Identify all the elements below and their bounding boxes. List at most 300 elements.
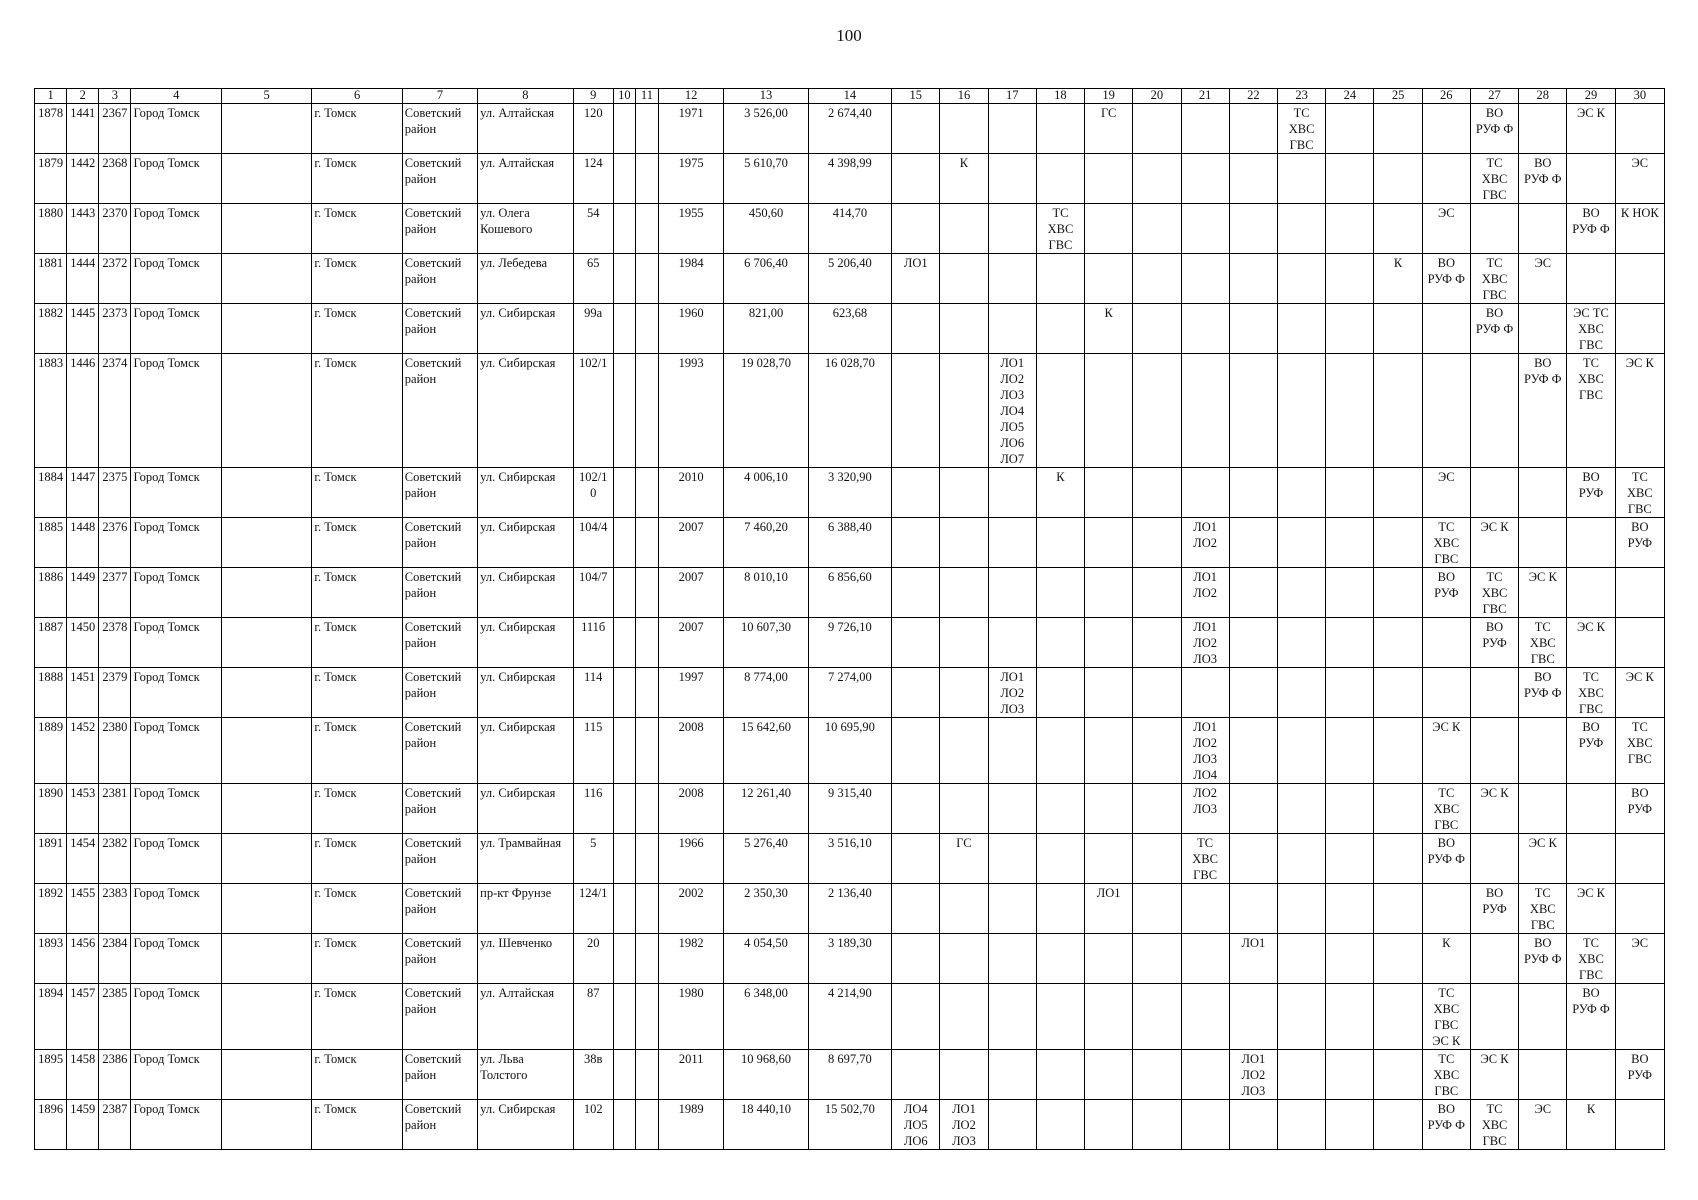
cell-col-19: ГС [1085,104,1133,154]
cell-col-21: ТС ХВС ГВС [1181,834,1229,884]
cell-col-11 [635,618,658,668]
cell-col-6: г. Томск [312,1100,402,1150]
cell-col-25 [1374,784,1422,834]
cell-col-13: 12 261,40 [724,784,808,834]
cell-col-17 [988,1100,1036,1150]
cell-col-16 [940,568,988,618]
cell-col-15 [892,934,940,984]
cell-col-5 [221,354,311,468]
cell-col-4: Город Томск [131,718,221,784]
cell-col-15: ЛО4 ЛО5 ЛО6 [892,1100,940,1150]
cell-col-27: ВО РУФ [1470,884,1518,934]
cell-col-22: ЛО1 ЛО2 ЛО3 [1229,1050,1277,1100]
cell-col-14: 5 206,40 [808,254,891,304]
cell-col-29 [1567,254,1615,304]
cell-col-3: 2378 [99,618,131,668]
cell-col-3: 2379 [99,668,131,718]
cell-col-30: ЭС [1615,154,1664,204]
cell-col-26 [1422,354,1470,468]
cell-col-4: Город Томск [131,884,221,934]
cell-col-1: 1892 [35,884,67,934]
cell-col-13: 19 028,70 [724,354,808,468]
cell-col-20 [1133,154,1181,204]
cell-col-24 [1326,618,1374,668]
cell-col-25 [1374,984,1422,1050]
cell-col-20 [1133,568,1181,618]
cell-col-4: Город Томск [131,518,221,568]
cell-col-20 [1133,934,1181,984]
cell-col-15 [892,204,940,254]
cell-col-15 [892,618,940,668]
cell-col-1: 1895 [35,1050,67,1100]
cell-col-13: 2 350,30 [724,884,808,934]
cell-col-26 [1422,618,1470,668]
table-row [35,718,1665,784]
column-header-23: 23 [1277,89,1325,104]
cell-col-9: 104/7 [573,568,613,618]
cell-col-18 [1036,568,1084,618]
cell-col-22 [1229,718,1277,784]
cell-col-8: ул. Олега Кошевого [478,204,573,254]
cell-col-19 [1085,154,1133,204]
cell-col-6: г. Томск [312,718,402,784]
cell-col-16 [940,668,988,718]
cell-col-19 [1085,618,1133,668]
cell-col-10 [613,518,635,568]
cell-col-7: Советский район [402,204,477,254]
cell-col-16: ЛО1 ЛО2 ЛО3 [940,1100,988,1150]
cell-col-1: 1888 [35,668,67,718]
cell-col-2: 1448 [67,518,99,568]
cell-col-11 [635,834,658,884]
cell-col-9: 111б [573,618,613,668]
cell-col-16: К [940,154,988,204]
column-header-12: 12 [658,89,723,104]
cell-col-14: 6 856,60 [808,568,891,618]
cell-col-8: ул. Сибирская [478,518,573,568]
cell-col-29 [1567,518,1615,568]
cell-col-11 [635,884,658,934]
cell-col-29: ТС ХВС ГВС [1567,354,1615,468]
cell-col-2: 1458 [67,1050,99,1100]
table-row [35,1050,1665,1100]
cell-col-28: ВО РУФ Ф [1519,154,1567,204]
column-header-10: 10 [613,89,635,104]
cell-col-17 [988,984,1036,1050]
cell-col-29 [1567,154,1615,204]
cell-col-21 [1181,354,1229,468]
cell-col-17 [988,934,1036,984]
cell-col-10 [613,668,635,718]
cell-col-30: ЭС К [1615,668,1664,718]
cell-col-11 [635,254,658,304]
cell-col-20 [1133,304,1181,354]
cell-col-21: ЛО1 ЛО2 ЛО3 [1181,618,1229,668]
table-row [35,104,1665,154]
cell-col-12: 2008 [658,784,723,834]
cell-col-22 [1229,618,1277,668]
cell-col-20 [1133,784,1181,834]
cell-col-21 [1181,1100,1229,1150]
column-header-22: 22 [1229,89,1277,104]
cell-col-11 [635,304,658,354]
column-header-2: 2 [67,89,99,104]
cell-col-8: ул. Сибирская [478,668,573,718]
cell-col-30: К НОК [1615,204,1664,254]
cell-col-27: ЭС К [1470,1050,1518,1100]
cell-col-17 [988,718,1036,784]
cell-col-3: 2376 [99,518,131,568]
cell-col-19 [1085,834,1133,884]
cell-col-19: К [1085,304,1133,354]
column-header-20: 20 [1133,89,1181,104]
table-row [35,204,1665,254]
cell-col-10 [613,1050,635,1100]
table-row [35,984,1665,1050]
cell-col-15 [892,304,940,354]
cell-col-13: 450,60 [724,204,808,254]
cell-col-26 [1422,104,1470,154]
cell-col-5 [221,1100,311,1150]
cell-col-25 [1374,568,1422,618]
cell-col-19 [1085,1100,1133,1150]
cell-col-18 [1036,884,1084,934]
cell-col-11 [635,568,658,618]
column-header-27: 27 [1470,89,1518,104]
cell-col-28 [1519,204,1567,254]
cell-col-12: 2007 [658,568,723,618]
cell-col-21 [1181,934,1229,984]
cell-col-18 [1036,1050,1084,1100]
cell-col-19: ЛО1 [1085,884,1133,934]
cell-col-26: ВО РУФ Ф [1422,1100,1470,1150]
cell-col-26 [1422,668,1470,718]
cell-col-30: ВО РУФ [1615,784,1664,834]
cell-col-29: ВО РУФ Ф [1567,984,1615,1050]
cell-col-23 [1277,668,1325,718]
table-row [35,304,1665,354]
column-header-13: 13 [724,89,808,104]
cell-col-2: 1441 [67,104,99,154]
cell-col-14: 15 502,70 [808,1100,891,1150]
cell-col-9: 65 [573,254,613,304]
cell-col-28 [1519,518,1567,568]
cell-col-3: 2381 [99,784,131,834]
cell-col-5 [221,518,311,568]
cell-col-28: ЭС [1519,1100,1567,1150]
cell-col-5 [221,204,311,254]
cell-col-14: 2 136,40 [808,884,891,934]
cell-col-7: Советский район [402,718,477,784]
cell-col-6: г. Томск [312,304,402,354]
cell-col-1: 1889 [35,718,67,784]
cell-col-22 [1229,568,1277,618]
cell-col-16 [940,718,988,784]
cell-col-2: 1447 [67,468,99,518]
cell-col-26: К [1422,934,1470,984]
cell-col-1: 1891 [35,834,67,884]
cell-col-30 [1615,568,1664,618]
cell-col-29: ЭС ТС ХВС ГВС [1567,304,1615,354]
cell-col-29 [1567,834,1615,884]
cell-col-12: 2002 [658,884,723,934]
cell-col-29: К [1567,1100,1615,1150]
cell-col-25 [1374,304,1422,354]
cell-col-29: ТС ХВС ГВС [1567,934,1615,984]
cell-col-15 [892,468,940,518]
cell-col-24 [1326,254,1374,304]
cell-col-15 [892,784,940,834]
column-header-18: 18 [1036,89,1084,104]
cell-col-9: 124/1 [573,884,613,934]
cell-col-30 [1615,254,1664,304]
cell-col-7: Советский район [402,1050,477,1100]
cell-col-7: Советский район [402,984,477,1050]
cell-col-17 [988,104,1036,154]
cell-col-12: 1984 [658,254,723,304]
cell-col-4: Город Томск [131,834,221,884]
cell-col-2: 1450 [67,618,99,668]
cell-col-4: Город Томск [131,204,221,254]
cell-col-25 [1374,154,1422,204]
cell-col-10 [613,354,635,468]
cell-col-23 [1277,568,1325,618]
cell-col-5 [221,568,311,618]
cell-col-25 [1374,668,1422,718]
cell-col-6: г. Томск [312,104,402,154]
cell-col-18 [1036,668,1084,718]
cell-col-13: 5 610,70 [724,154,808,204]
cell-col-21 [1181,468,1229,518]
cell-col-6: г. Томск [312,618,402,668]
cell-col-8: ул. Шевченко [478,934,573,984]
cell-col-6: г. Томск [312,518,402,568]
cell-col-1: 1881 [35,254,67,304]
cell-col-5 [221,154,311,204]
cell-col-26: ЭС [1422,204,1470,254]
cell-col-23 [1277,784,1325,834]
cell-col-30 [1615,984,1664,1050]
cell-col-27 [1470,934,1518,984]
cell-col-23: ТС ХВС ГВС [1277,104,1325,154]
column-header-14: 14 [808,89,891,104]
cell-col-24 [1326,304,1374,354]
cell-col-11 [635,668,658,718]
table-row [35,934,1665,984]
cell-col-21 [1181,204,1229,254]
cell-col-30: ЭС [1615,934,1664,984]
cell-col-12: 1955 [658,204,723,254]
cell-col-21 [1181,1050,1229,1100]
cell-col-28: ТС ХВС ГВС [1519,884,1567,934]
cell-col-10 [613,1100,635,1150]
cell-col-18 [1036,984,1084,1050]
cell-col-7: Советский район [402,568,477,618]
cell-col-26: ТС ХВС ГВС ЭС К [1422,984,1470,1050]
cell-col-17 [988,468,1036,518]
cell-col-12: 2007 [658,618,723,668]
cell-col-23 [1277,304,1325,354]
cell-col-18 [1036,154,1084,204]
cell-col-26 [1422,304,1470,354]
cell-col-25 [1374,468,1422,518]
cell-col-10 [613,834,635,884]
table-row [35,834,1665,884]
cell-col-25 [1374,104,1422,154]
cell-col-19 [1085,254,1133,304]
cell-col-7: Советский район [402,468,477,518]
cell-col-1: 1885 [35,518,67,568]
cell-col-8: ул. Льва Толстого [478,1050,573,1100]
cell-col-10 [613,718,635,784]
cell-col-26: ЭС [1422,468,1470,518]
cell-col-11 [635,718,658,784]
cell-col-19 [1085,568,1133,618]
cell-col-2: 1444 [67,254,99,304]
cell-col-4: Город Томск [131,668,221,718]
cell-col-30 [1615,104,1664,154]
cell-col-28 [1519,468,1567,518]
cell-col-19 [1085,934,1133,984]
cell-col-3: 2375 [99,468,131,518]
cell-col-15 [892,518,940,568]
cell-col-4: Город Томск [131,1050,221,1100]
cell-col-8: ул. Сибирская [478,718,573,784]
cell-col-20 [1133,518,1181,568]
cell-col-16 [940,884,988,934]
cell-col-26: ВО РУФ Ф [1422,254,1470,304]
cell-col-27 [1470,718,1518,784]
cell-col-7: Советский район [402,104,477,154]
cell-col-16 [940,934,988,984]
cell-col-9: 54 [573,204,613,254]
column-header-28: 28 [1519,89,1567,104]
cell-col-30 [1615,834,1664,884]
cell-col-27: ВО РУФ [1470,618,1518,668]
cell-col-17 [988,884,1036,934]
cell-col-19 [1085,1050,1133,1100]
cell-col-26: ВО РУФ [1422,568,1470,618]
cell-col-15 [892,568,940,618]
cell-col-30: ВО РУФ [1615,1050,1664,1100]
cell-col-18 [1036,354,1084,468]
cell-col-20 [1133,618,1181,668]
cell-col-10 [613,304,635,354]
cell-col-10 [613,984,635,1050]
cell-col-16 [940,204,988,254]
cell-col-18 [1036,254,1084,304]
cell-col-1: 1878 [35,104,67,154]
cell-col-7: Советский район [402,354,477,468]
cell-col-17 [988,834,1036,884]
cell-col-30 [1615,618,1664,668]
cell-col-9: 114 [573,668,613,718]
cell-col-2: 1456 [67,934,99,984]
cell-col-4: Город Томск [131,304,221,354]
cell-col-13: 15 642,60 [724,718,808,784]
cell-col-25 [1374,1100,1422,1150]
cell-col-19 [1085,204,1133,254]
cell-col-24 [1326,784,1374,834]
cell-col-27 [1470,834,1518,884]
cell-col-22 [1229,834,1277,884]
cell-col-24 [1326,668,1374,718]
cell-col-29: ВО РУФ Ф [1567,204,1615,254]
cell-col-4: Город Томск [131,254,221,304]
cell-col-23 [1277,204,1325,254]
cell-col-8: ул. Алтайская [478,154,573,204]
cell-col-2: 1451 [67,668,99,718]
housing-register-table [34,88,1665,1150]
cell-col-28: ЭС К [1519,568,1567,618]
cell-col-22 [1229,468,1277,518]
column-header-21: 21 [1181,89,1229,104]
column-header-3: 3 [99,89,131,104]
cell-col-9: 102/1 0 [573,468,613,518]
cell-col-25 [1374,834,1422,884]
cell-col-4: Город Томск [131,154,221,204]
cell-col-30: ЭС К [1615,354,1664,468]
column-header-16: 16 [940,89,988,104]
cell-col-28: ВО РУФ Ф [1519,934,1567,984]
cell-col-7: Советский район [402,934,477,984]
cell-col-19 [1085,518,1133,568]
cell-col-16 [940,104,988,154]
cell-col-29 [1567,568,1615,618]
cell-col-14: 2 674,40 [808,104,891,154]
cell-col-29: ЭС К [1567,618,1615,668]
cell-col-15 [892,718,940,784]
cell-col-9: 99а [573,304,613,354]
cell-col-25 [1374,934,1422,984]
cell-col-23 [1277,468,1325,518]
table-row [35,354,1665,468]
cell-col-24 [1326,984,1374,1050]
cell-col-22 [1229,1100,1277,1150]
cell-col-5 [221,784,311,834]
cell-col-15 [892,668,940,718]
cell-col-14: 8 697,70 [808,1050,891,1100]
cell-col-19 [1085,354,1133,468]
cell-col-5 [221,468,311,518]
cell-col-8: ул. Алтайская [478,104,573,154]
cell-col-15: ЛО1 [892,254,940,304]
cell-col-18 [1036,104,1084,154]
cell-col-7: Советский район [402,304,477,354]
cell-col-16 [940,618,988,668]
cell-col-23 [1277,884,1325,934]
cell-col-28 [1519,304,1567,354]
cell-col-4: Город Томск [131,104,221,154]
cell-col-7: Советский район [402,154,477,204]
cell-col-27: ВО РУФ Ф [1470,304,1518,354]
cell-col-25 [1374,354,1422,468]
cell-col-16 [940,468,988,518]
cell-col-24 [1326,934,1374,984]
cell-col-11 [635,354,658,468]
cell-col-1: 1890 [35,784,67,834]
cell-col-13: 4 006,10 [724,468,808,518]
cell-col-8: ул. Сибирская [478,468,573,518]
cell-col-22 [1229,668,1277,718]
cell-col-16 [940,304,988,354]
cell-col-24 [1326,718,1374,784]
cell-col-15 [892,984,940,1050]
cell-col-25 [1374,884,1422,934]
cell-col-23 [1277,618,1325,668]
cell-col-23 [1277,518,1325,568]
cell-col-7: Советский район [402,834,477,884]
